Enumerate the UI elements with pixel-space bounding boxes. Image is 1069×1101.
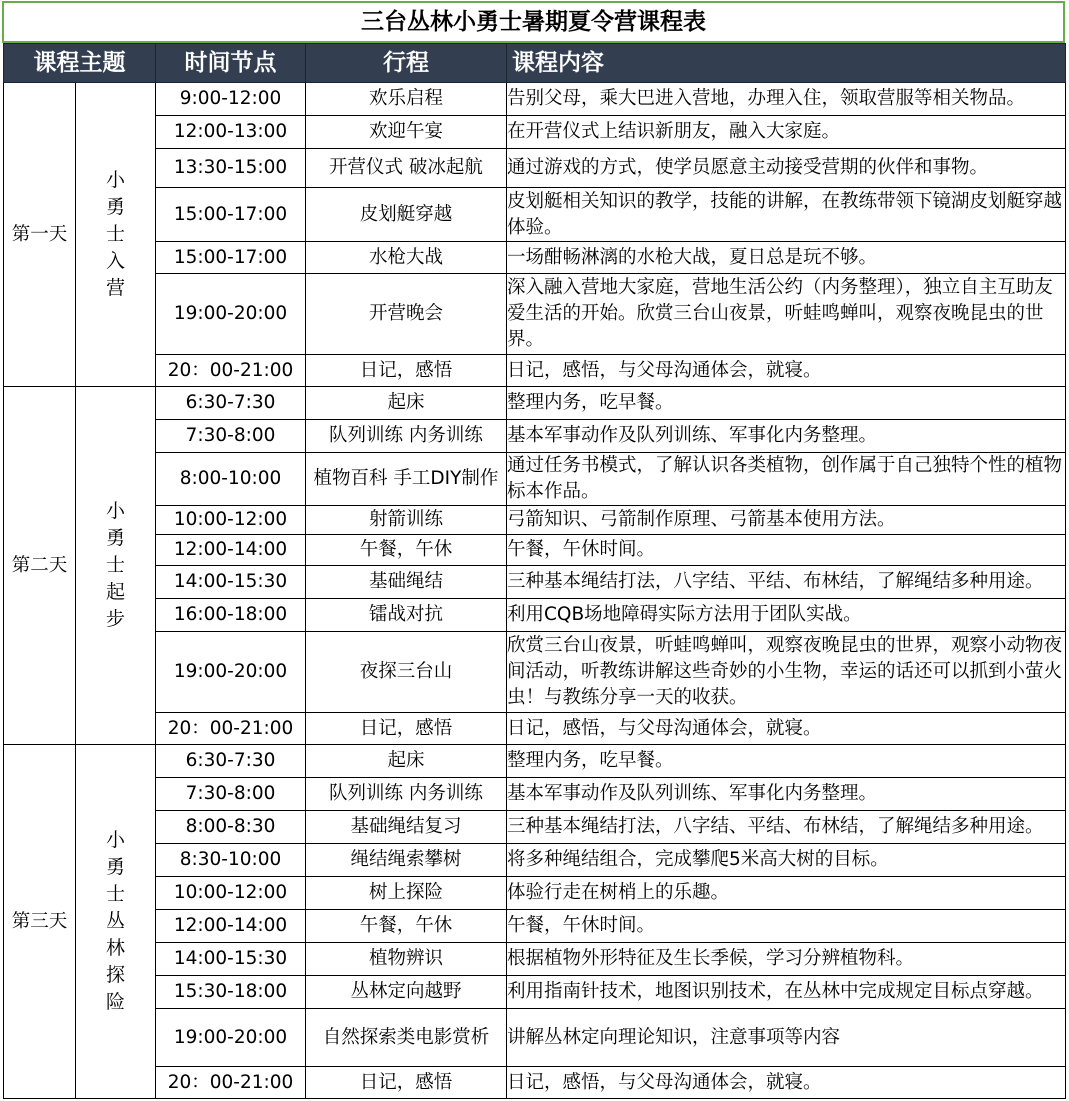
time-cell: 20：00-21:00 — [156, 355, 306, 387]
activity-cell: 起床 — [306, 387, 507, 420]
time-cell: 19:00-20:00 — [156, 632, 306, 713]
content-cell: 欣赏三台山夜景，听蛙鸣蝉叫，观察夜晚昆虫的世界，观察小动物夜间活动，听教练讲解这些奇妙的小生物，幸运的话还可以抓到小萤火虫！与教练分享一天的收获。 — [507, 632, 1066, 713]
activity-cell: 欢乐启程 — [306, 83, 507, 116]
table-row — [4, 1009, 1066, 1067]
theme-cell — [76, 83, 156, 387]
time-cell: 20：00-21:00 — [156, 713, 306, 745]
table-row — [4, 387, 1066, 420]
time-cell: 6:30-7:30 — [156, 387, 306, 420]
table-row — [4, 745, 1066, 778]
content-cell: 整理内务，吃早餐。 — [507, 387, 1066, 420]
content-cell: 通过任务书模式，了解认识各类植物，创作属于自己独特个性的植物标本作品。 — [507, 453, 1066, 506]
table-row — [4, 149, 1066, 188]
content-cell: 讲解丛林定向理论知识，注意事项等内容 — [507, 1009, 1066, 1067]
activity-cell: 开营晚会 — [306, 274, 507, 355]
content-cell: 三种基本绳结打法，八字结、平结、布林结，了解绳结多种用途。 — [507, 566, 1066, 599]
activity-cell: 射箭训练 — [306, 506, 507, 535]
time-cell: 14:00-15:30 — [156, 566, 306, 599]
content-cell: 日记，感悟，与父母沟通体会，就寝。 — [507, 355, 1066, 387]
content-cell: 将多种绳结组合，完成攀爬5米高大树的目标。 — [507, 844, 1066, 877]
time-cell: 15:30-18:00 — [156, 976, 306, 1009]
activity-cell: 基础绳结复习 — [306, 811, 507, 844]
content-cell: 日记，感悟，与父母沟通体会，就寝。 — [507, 713, 1066, 745]
activity-cell: 欢迎午宴 — [306, 116, 507, 149]
time-cell: 12:00-14:00 — [156, 910, 306, 943]
theme-cell — [76, 387, 156, 745]
activity-cell: 皮划艇穿越 — [306, 188, 507, 242]
activity-cell: 队列训练 内务训练 — [306, 778, 507, 811]
page-title: 三台丛林小勇士暑期夏令营课程表 — [2, 1, 1065, 43]
time-cell: 8:00-10:00 — [156, 453, 306, 506]
activity-cell: 树上探险 — [306, 877, 507, 910]
day-label: 第三天 — [4, 745, 76, 1099]
table-row — [4, 632, 1066, 713]
activity-cell: 丛林定向越野 — [306, 976, 507, 1009]
time-cell: 20：00-21:00 — [156, 1067, 306, 1099]
time-cell: 7:30-8:00 — [156, 778, 306, 811]
time-cell: 12:00-14:00 — [156, 535, 306, 566]
table-row — [4, 943, 1066, 976]
table-row — [4, 274, 1066, 355]
time-cell: 6:30-7:30 — [156, 745, 306, 778]
activity-cell: 植物百科 手工DIY制作 — [306, 453, 507, 506]
header-time: 时间节点 — [156, 44, 306, 83]
content-cell: 日记，感悟，与父母沟通体会，就寝。 — [507, 1067, 1066, 1099]
time-cell: 19:00-20:00 — [156, 1009, 306, 1067]
content-cell: 基本军事动作及队列训练、军事化内务整理。 — [507, 778, 1066, 811]
activity-cell: 日记，感悟 — [306, 355, 507, 387]
time-cell: 12:00-13:00 — [156, 116, 306, 149]
theme-cell — [76, 745, 156, 1099]
activity-cell: 队列训练 内务训练 — [306, 420, 507, 453]
content-cell: 基本军事动作及队列训练、军事化内务整理。 — [507, 420, 1066, 453]
activity-cell: 自然探索类电影赏析 — [306, 1009, 507, 1067]
table-row — [4, 599, 1066, 632]
table-row — [4, 83, 1066, 116]
activity-cell: 开营仪式 破冰起航 — [306, 149, 507, 188]
day-label: 第一天 — [4, 83, 76, 387]
schedule-table — [3, 43, 1066, 1099]
content-cell: 午餐，午休时间。 — [507, 910, 1066, 943]
time-cell: 15:00-17:00 — [156, 188, 306, 242]
content-cell: 深入融入营地大家庭，营地生活公约（内务整理），独立自主互助友爱生活的开始。欣赏三台山夜景，听蛙鸣蝉叫，观察夜晚昆虫的世界。 — [507, 274, 1066, 355]
content-cell: 体验行走在树梢上的乐趣。 — [507, 877, 1066, 910]
time-cell: 8:00-8:30 — [156, 811, 306, 844]
content-cell: 整理内务，吃早餐。 — [507, 745, 1066, 778]
table-row — [4, 713, 1066, 745]
table-row — [4, 811, 1066, 844]
activity-cell: 日记，感悟 — [306, 713, 507, 745]
table-row — [4, 188, 1066, 242]
content-cell: 通过游戏的方式，使学员愿意主动接受营期的伙伴和事物。 — [507, 149, 1066, 188]
theme-label: 小勇士丛林探险 — [105, 829, 125, 1013]
time-cell: 16:00-18:00 — [156, 599, 306, 632]
activity-cell: 午餐，午休 — [306, 910, 507, 943]
time-cell: 15:00-17:00 — [156, 242, 306, 274]
content-cell: 利用指南针技术，地图识别技术，在丛林中完成规定目标点穿越。 — [507, 976, 1066, 1009]
activity-cell: 绳结绳索攀树 — [306, 844, 507, 877]
activity-cell: 基础绳结 — [306, 566, 507, 599]
content-cell: 三种基本绳结打法，八字结、平结、布林结，了解绳结多种用途。 — [507, 811, 1066, 844]
content-cell: 一场酣畅淋漓的水枪大战，夏日总是玩不够。 — [507, 242, 1066, 274]
content-cell: 在开营仪式上结识新朋友，融入大家庭。 — [507, 116, 1066, 149]
activity-cell: 夜探三台山 — [306, 632, 507, 713]
header-row — [4, 44, 1066, 83]
table-row — [4, 1067, 1066, 1099]
table-row — [4, 420, 1066, 453]
table-row — [4, 778, 1066, 811]
activity-cell: 日记，感悟 — [306, 1067, 507, 1099]
activity-cell: 午餐，午休 — [306, 535, 507, 566]
table-row — [4, 844, 1066, 877]
table-row — [4, 242, 1066, 274]
activity-cell: 植物辨识 — [306, 943, 507, 976]
table-row — [4, 976, 1066, 1009]
time-cell: 14:00-15:30 — [156, 943, 306, 976]
theme-label: 小勇士起步 — [105, 500, 125, 630]
table-row — [4, 910, 1066, 943]
time-cell: 19:00-20:00 — [156, 274, 306, 355]
activity-cell: 镭战对抗 — [306, 599, 507, 632]
content-cell: 午餐，午休时间。 — [507, 535, 1066, 566]
content-cell: 皮划艇相关知识的教学，技能的讲解，在教练带领下镜湖皮划艇穿越体验。 — [507, 188, 1066, 242]
content-cell: 告别父母，乘大巴进入营地，办理入住，领取营服等相关物品。 — [507, 83, 1066, 116]
time-cell: 9:00-12:00 — [156, 83, 306, 116]
header-activity: 行程 — [306, 44, 507, 83]
header-theme: 课程主题 — [4, 44, 156, 83]
table-row — [4, 453, 1066, 506]
content-cell: 弓箭知识、弓箭制作原理、弓箭基本使用方法。 — [507, 506, 1066, 535]
table-row — [4, 506, 1066, 535]
table-row — [4, 535, 1066, 566]
time-cell: 8:30-10:00 — [156, 844, 306, 877]
time-cell: 10:00-12:00 — [156, 506, 306, 535]
activity-cell: 水枪大战 — [306, 242, 507, 274]
content-cell: 利用CQB场地障碍实际方法用于团队实战。 — [507, 599, 1066, 632]
table-row — [4, 355, 1066, 387]
table-row — [4, 877, 1066, 910]
table-row — [4, 116, 1066, 149]
time-cell: 7:30-8:00 — [156, 420, 306, 453]
table-row — [4, 566, 1066, 599]
time-cell: 13:30-15:00 — [156, 149, 306, 188]
activity-cell: 起床 — [306, 745, 507, 778]
content-cell: 根据植物外形特征及生长季候，学习分辨植物科。 — [507, 943, 1066, 976]
day-label: 第二天 — [4, 387, 76, 745]
theme-label: 小勇士入营 — [105, 169, 125, 299]
header-content: 课程内容 — [507, 44, 1066, 83]
time-cell: 10:00-12:00 — [156, 877, 306, 910]
